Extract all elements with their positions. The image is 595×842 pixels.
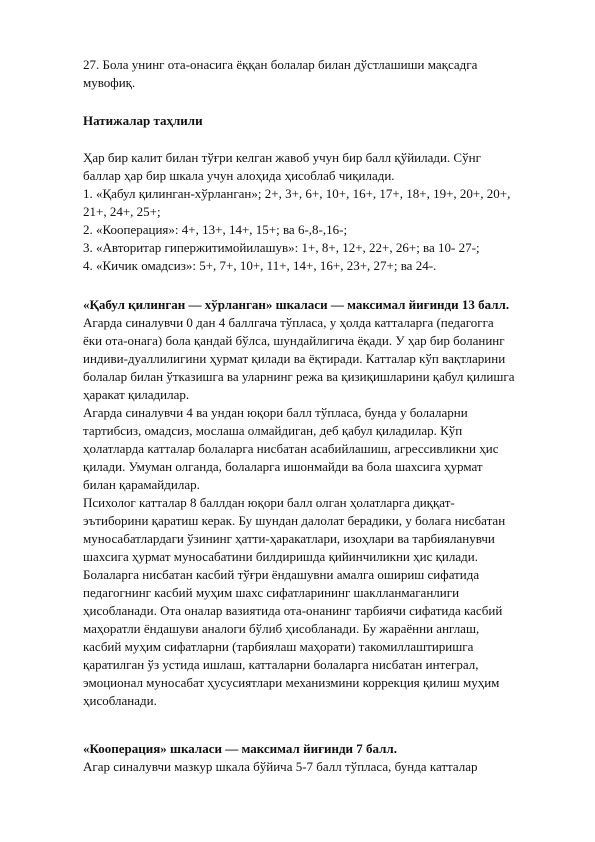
text-line: мувофиқ. <box>83 75 136 90</box>
results-heading: Натижалар таҳлили <box>83 113 203 128</box>
text-line: 4. «Кичик омадсиз»: 5+, 7+, 10+, 11+, 14+, 16+, 23+, 27+; ва 24-. <box>83 258 437 273</box>
text-line: Агар синалувчи мазкур шкала бўйича 5-7 балл тўпласа, бунда катталар <box>83 759 478 774</box>
text-line: Психолог катталар 8 баллдан юқори балл олган ҳолатларга диққат- <box>83 495 455 510</box>
text-line: билан қарамайдилар. <box>83 477 200 492</box>
text-line: ҳолатларда катталар болаларга нисбатан асабийлашиш, агрессивликни ҳис <box>83 441 499 456</box>
text-line: ёки ота-онага) бола қандай бўлса, шундайлигича ёқади. У ҳар бир боланинг <box>83 333 505 348</box>
text-line: қилади. Умуман олганда, болаларга ишонмайди ва бола шахсига ҳурмат <box>83 459 483 474</box>
text-line: шахсига ҳурмат муносабатини билдиришда қийинчиликни ҳис қилади. <box>83 549 478 564</box>
text-line: Ҳар бир калит билан тўғри келган жавоб учун бир балл қўйилади. Сўнг <box>83 150 481 165</box>
text-line: 21+, 24+, 25+; <box>83 204 161 219</box>
text-line: баллар ҳар бир шкала учун алоҳида ҳисоблаб чиқилади. <box>83 168 395 183</box>
scale1-heading: «Қабул қилинган — хўрланган» шкаласи — максимал йиғинди 13 балл. <box>83 297 510 312</box>
text-line: эмоционал муносабат ҳусусиятлари механизмини коррекция қилиш муҳим <box>83 675 500 690</box>
text-line: Агарда синалувчи 0 дан 4 баллгача тўпласа, у ҳолда катталарга (педагогга <box>83 315 494 330</box>
text-line: индиви-дуаллилигини ҳурмат қилади ва ёқтиради. Катталар кўп вақтларини <box>83 351 506 366</box>
scoring-paragraph <box>83 149 555 275</box>
text-line: 2. «Кооперация»: 4+, 13+, 14+, 15+; ва 6-,8-,16-; <box>83 222 348 237</box>
text-line: муносабатлардаги ўзининг ҳатти-ҳаракатлари, изоҳлари ва тарбияланувчи <box>83 531 495 546</box>
text-line: касбий муҳим сифатларни (тарбиялаш маҳорати) такомиллаштиришга <box>83 639 474 654</box>
text-line: ҳисобланади. Ота оналар вазиятида ота-онанинг тарбиячи сифатида касбий <box>83 603 503 618</box>
text-line: эътиборини қаратиш керак. Бу шундан далолат берадики, у болага нисбатан <box>83 513 506 528</box>
scale1-paragraph <box>83 314 555 710</box>
text-line: 1. «Қабул қилинган-хўрланган»; 2+, 3+, 6+, 10+, 16+, 17+, 18+, 19+, 20+, 20+, <box>83 186 511 201</box>
text-line: маҳоратли ёндашуви аналоги бўлиб ҳисобланади. Бу жараённи англаш, <box>83 621 480 636</box>
item-27 <box>83 56 555 92</box>
scale2-heading: «Кооперация» шкаласи — максимал йиғинди 7 балл. <box>83 741 397 756</box>
text-line: тартибсиз, омадсиз, мослаша олмайдиган, деб қабул қиладилар. Кўп <box>83 423 463 438</box>
text-line: ҳаракат қиладилар. <box>83 387 190 402</box>
text-line: болалар билан ўтказишга ва уларнинг режа ва қизиқишларини қабул қилишга <box>83 369 515 384</box>
text-line: 3. «Авторитар гипержитимойилашув»: 1+, 8+, 12+, 22+, 26+; ва 10- 27-; <box>83 240 480 255</box>
scale2-paragraph <box>83 758 555 776</box>
text-line: қаратилган ўз устида ишлаш, катталарни болаларга нисбатан интеграл, <box>83 657 479 672</box>
text-line: ҳисобланади. <box>83 693 157 708</box>
text-line: педагогнинг касбий муҳим шахс сифатларининг шаклланмаганлиги <box>83 585 460 600</box>
text-line: Агарда синалувчи 4 ва ундан юқори балл тўпласа, бунда у болаларни <box>83 405 468 420</box>
text-line: 27. Бола унинг ота-онасига ёққан болалар билан дўстлашиши мақсадга <box>83 57 478 72</box>
text-line: Болаларга нисбатан касбий тўғри ёндашувни амалга ошириш сифатида <box>83 567 480 582</box>
